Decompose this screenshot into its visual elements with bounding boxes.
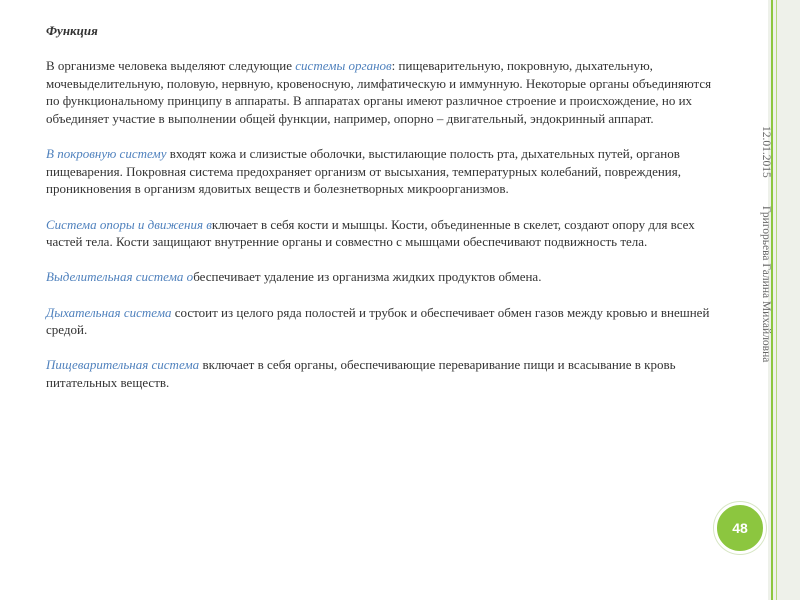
highlight-excretory: Выделительная система о	[46, 269, 194, 285]
paragraph-digestive: Пищеварительная система включает в себя органы, обеспечивающие переваривание пищи и всасывание в кровь питательных веществ.	[46, 357, 676, 390]
paragraph-excretory: Выделительная система обеспечивает удаление из организма жидких продуктов обмена.	[46, 269, 542, 285]
page-number-badge: 48	[714, 502, 766, 554]
highlight-musculoskeletal: Система опоры и движения в	[46, 216, 212, 232]
sidebar-author: Григорьева Галина Михайловна	[760, 206, 772, 363]
highlight-organ-systems: системы органов	[295, 58, 392, 74]
paragraph-musculoskeletal: Система опоры и движения включает в себя кости и мышцы. Кости, объединенные в скелет, создают опору для всех частей тела. Кости защищают внутренние органы и совместно с мышцами обеспечивают подвижность тела.	[46, 216, 695, 250]
paragraph-integumentary: В покровную систему входят кожа и слизистые оболочки, выстилающие полость рта, дыхательных путей, органов пищеварения. Покровная система предохраняет организм от высыхания, температурных колебаний, повреждения, проникновения в организм ядовитых веществ и болезнетворных микроорганизмов.	[46, 146, 681, 197]
accent-line-thin	[776, 0, 777, 600]
highlight-respiratory: Дыхательная система	[46, 304, 172, 320]
slide-title: Функция	[46, 23, 98, 38]
slide-content	[46, 22, 726, 409]
highlight-digestive: Пищеварительная система	[46, 357, 200, 373]
highlight-integumentary: В покровную систему	[46, 146, 167, 162]
paragraph-organ-systems: В организме человека выделяют следующие системы органов: пищеварительную, покровную, дыхательную, мочевыделительную, половую, нервную, кровеносную, лимфатическую и иммунную. Некоторые органы объединяются по функциональному принципу в аппараты. В аппаратах органы имеют различное строение и происхождение, но их объединяет участие в выполнении общей функции, например, опорно – двигательный, эндокринный аппарат.	[46, 58, 712, 126]
paragraph-respiratory: Дыхательная система состоит из целого ряда полостей и трубок и обеспечивает обмен газов между кровью и внешней средой.	[46, 304, 710, 338]
sidebar-date: 12.01.2015	[760, 126, 772, 178]
